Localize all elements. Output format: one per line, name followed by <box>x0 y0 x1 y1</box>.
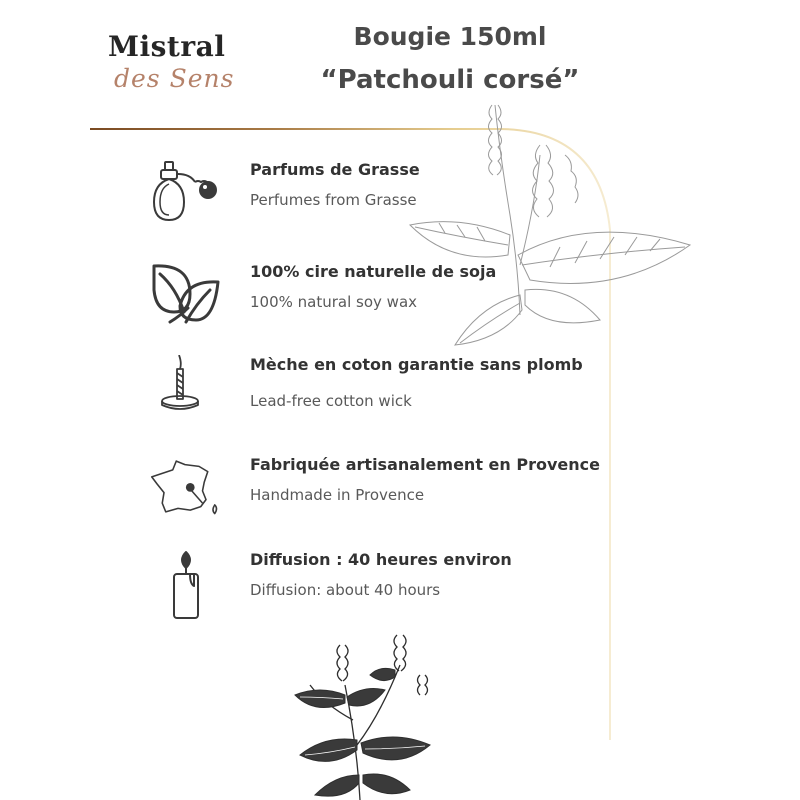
product-title-line2: “Patchouli corsé” <box>320 65 580 95</box>
france-map-pin-icon <box>150 455 220 525</box>
feature-title-fr: Diffusion : 40 heures environ <box>250 550 512 569</box>
feature-item <box>150 355 670 425</box>
feature-subtitle-en: Perfumes from Grasse <box>250 191 417 209</box>
candle-icon <box>150 550 220 620</box>
herb-sprig-illustration <box>285 625 445 800</box>
product-title-line1: Bougie 150ml <box>353 22 547 51</box>
feature-title-fr: 100% cire naturelle de soja <box>250 262 497 281</box>
feature-subtitle-en: Diffusion: about 40 hours <box>250 581 441 599</box>
feature-subtitle-en: 100% natural soy wax <box>250 293 418 311</box>
feature-title-fr: Mèche en coton garantie sans plomb <box>250 355 583 374</box>
wick-icon <box>150 355 220 425</box>
feature-title-fr: Fabriquée artisanalement en Provence <box>250 455 600 474</box>
perfume-bottle-icon <box>150 160 220 230</box>
feature-subtitle-en: Handmade in Provence <box>250 486 425 504</box>
logo-sub-text: des Sens <box>114 64 235 93</box>
feature-item <box>150 160 670 230</box>
leaves-icon <box>150 262 220 332</box>
feature-title-fr: Parfums de Grasse <box>250 160 420 179</box>
feature-item <box>150 455 670 525</box>
feature-item <box>150 262 670 332</box>
feature-subtitle-en: Lead-free cotton wick <box>250 392 412 410</box>
logo-main-text: Mistral <box>108 30 226 63</box>
feature-item <box>150 550 670 620</box>
